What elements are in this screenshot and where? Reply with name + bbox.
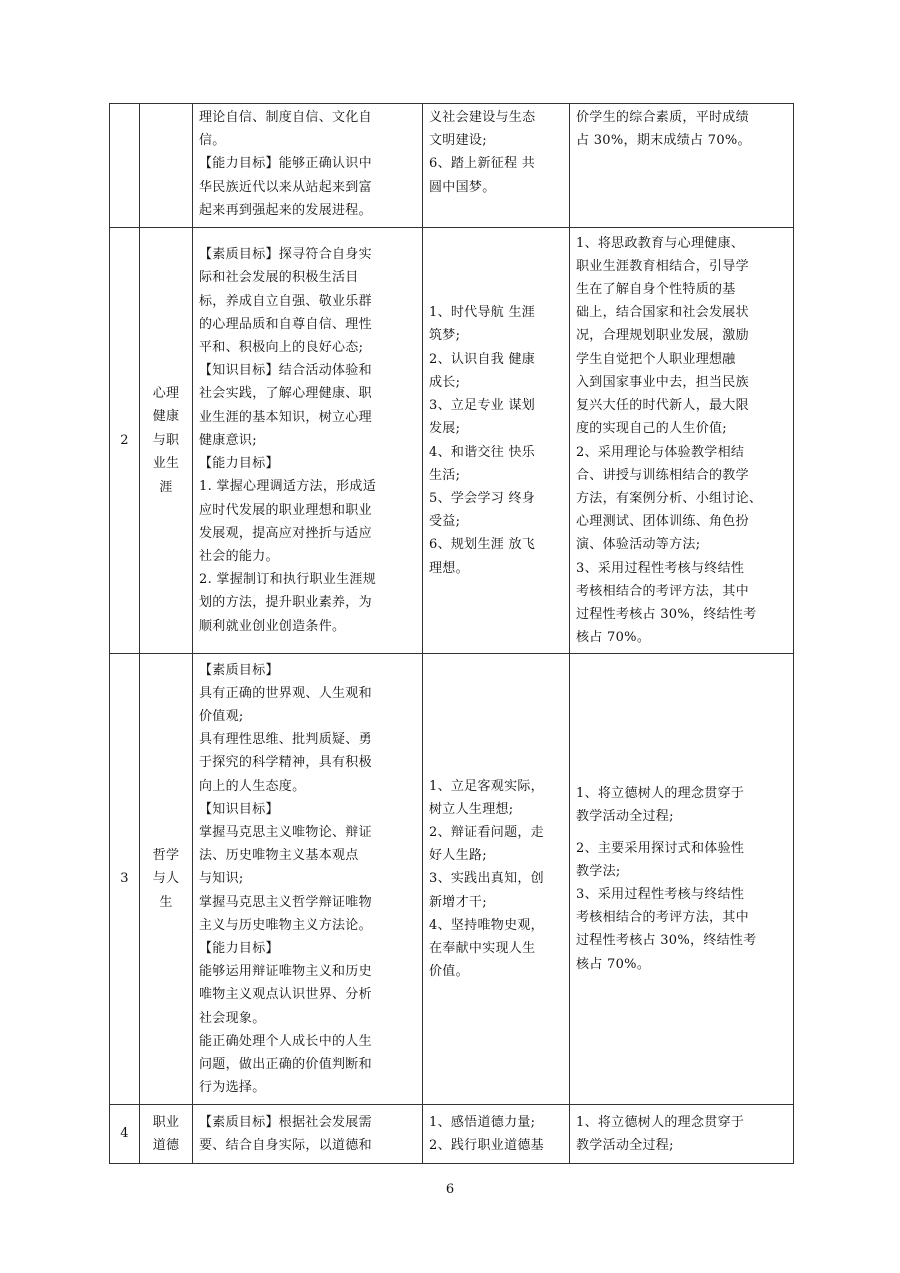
method-cell xyxy=(570,228,794,654)
text-line: 3、采用过程性考核与终结性 xyxy=(576,560,745,576)
text-line: 【知识目标】 xyxy=(199,801,279,817)
text-line: 际和社会发展的积极生活目 xyxy=(199,270,359,286)
text-line: 考核相结合的考评方法，其中 xyxy=(576,910,749,926)
row-number: 2 xyxy=(110,228,140,654)
text-line: 健康意识; xyxy=(199,432,257,448)
text-line: 3、采用过程性考核与终结性 xyxy=(576,887,745,902)
text-line: 1. 掌握心理调适方法，形成适 xyxy=(199,479,377,495)
text-line: 行为选择。 xyxy=(199,1080,266,1096)
goals-cell xyxy=(193,228,423,654)
text-line: 心理 xyxy=(152,385,180,401)
text-line: 过程性考核占 30%，终结性考 xyxy=(576,933,757,949)
text-line: 5、学会学习 终身 xyxy=(429,490,536,506)
text-line: 教学活动全过程; xyxy=(576,809,674,825)
text-line: 唯物主义观点认识世界、分析 xyxy=(199,987,372,1003)
goals-cell xyxy=(193,654,423,1105)
text-line: 涯 xyxy=(159,479,173,495)
text-line: 平和、积极向上的良好心态; xyxy=(199,340,364,356)
text-line: 生活; xyxy=(429,467,461,483)
text-line: 6、踏上新征程 共 xyxy=(429,156,536,172)
text-line: 心理测试、团体训练、角色扮 xyxy=(576,514,749,530)
text-line: 法、历史唯物主义基本观点 xyxy=(199,848,359,864)
text-line: 与知识; xyxy=(199,871,244,887)
text-line: 学生自觉把个人职业理想融 xyxy=(576,351,736,367)
text-line: 6、规划生涯 放飞 xyxy=(429,537,536,553)
text-line: 道德 xyxy=(152,1138,180,1153)
text-line: 价值观; xyxy=(199,708,244,724)
course-name xyxy=(140,104,193,228)
text-line: 1、将立德树人的理念贯穿于 xyxy=(576,786,745,802)
text-line: 【能力目标】 xyxy=(199,456,279,472)
text-line: 业生涯的基本知识，树立心理 xyxy=(199,409,372,425)
text-line: 4、坚持唯物史观， xyxy=(429,917,544,933)
text-line: 复兴大任的时代新人，最大限 xyxy=(576,398,749,414)
content-cell xyxy=(423,104,570,228)
text-line: 业生 xyxy=(152,456,180,472)
goals-cell xyxy=(193,1105,423,1164)
text-line: 受益; xyxy=(429,514,461,530)
row-number xyxy=(110,104,140,228)
text-line: 价值。 xyxy=(429,964,469,980)
text-line: 发展观，提高应对挫折与适应 xyxy=(199,525,372,541)
text-line: 社会的能力。 xyxy=(199,548,279,564)
text-line: 生 xyxy=(159,894,173,910)
table-row xyxy=(110,1105,794,1164)
text-line: 过程性考核占 30%，终结性考 xyxy=(576,606,757,622)
course-name xyxy=(140,654,193,1105)
text-line: 4、和谐交往 快乐 xyxy=(429,444,536,460)
text-line: 职业 xyxy=(152,1114,180,1130)
text-line: 础上，结合国家和社会发展状 xyxy=(576,305,749,321)
text-line: 要、结合自身实际，以道德和 xyxy=(199,1138,372,1153)
page-number: 6 xyxy=(445,1182,455,1197)
text-line: 义社会建设与生态 xyxy=(429,110,536,125)
row-number: 3 xyxy=(110,654,140,1105)
text-line: 哲学 xyxy=(152,847,180,863)
text-line: 主义与历史唯物主义方法论。 xyxy=(199,917,372,933)
text-line: 方法，有案例分析、小组讨论、 xyxy=(576,490,763,506)
text-line: 能够运用辩证唯物主义和历史 xyxy=(199,964,372,980)
text-line: 教学法; xyxy=(576,863,621,879)
text-line: 核占 70%。 xyxy=(576,630,651,646)
text-line: 筑梦; xyxy=(429,328,461,344)
text-line: 教学活动全过程; xyxy=(576,1138,674,1153)
text-line: 起来再到强起来的发展进程。 xyxy=(199,202,372,218)
text-line: 2、辩证看问题，走 xyxy=(429,824,544,840)
text-line: 能正确处理个人成长中的人生 xyxy=(199,1033,372,1049)
text-line: 健康 xyxy=(152,409,180,425)
text-line: 与职 xyxy=(152,432,180,448)
goals-cell xyxy=(193,104,423,228)
text-line: 掌握马克思主义唯物论、辩证 xyxy=(199,824,372,840)
text-line: 1、将思政教育与心理健康、 xyxy=(576,235,745,251)
text-line: 【知识目标】结合活动体验和 xyxy=(199,363,372,379)
text-line: 具有正确的世界观、人生观和 xyxy=(199,685,372,701)
text-line: 1、立足客观实际， xyxy=(429,778,544,794)
text-line: 社会实践，了解心理健康、职 xyxy=(199,386,372,402)
text-line: 向上的人生态度。 xyxy=(199,778,306,794)
table-row xyxy=(110,228,794,654)
text-line: 演、体验活动等方法; xyxy=(576,537,701,553)
text-line: 度的实现自己的人生价值; xyxy=(576,421,727,437)
paragraph-gap xyxy=(576,829,788,837)
text-line: 在奉献中实现人生 xyxy=(429,941,536,956)
text-line: 问题，做出正确的价值判断和 xyxy=(199,1057,372,1073)
table-row xyxy=(110,654,794,1105)
text-line: 2、采用理论与体验教学相结 xyxy=(576,444,745,460)
text-line: 职业生涯教育相结合，引导学 xyxy=(576,258,749,274)
text-line: 考核相结合的考评方法，其中 xyxy=(576,583,749,599)
text-line: 掌握马克思主义哲学辩证唯物 xyxy=(199,894,372,910)
text-line: 占 30%，期末成绩占 70%。 xyxy=(576,133,751,149)
text-line: 文明建设; xyxy=(429,133,487,149)
text-line: 标，养成自立自强、敬业乐群 xyxy=(199,293,372,309)
text-line: 1、感悟道德力量; xyxy=(429,1114,536,1130)
text-line: 于探究的科学精神，具有积极 xyxy=(199,755,372,771)
method-cell xyxy=(570,1105,794,1164)
table-row xyxy=(110,104,794,228)
text-line: 理论自信、制度自信、文化自 xyxy=(199,110,372,125)
text-line: 价学生的综合素质，平时成绩 xyxy=(576,110,749,125)
course-name xyxy=(140,228,193,654)
text-line: 划的方法，提升职业素养，为 xyxy=(199,595,372,611)
text-line: 【能力目标】 xyxy=(199,941,279,956)
text-line: 生在了解自身个性特质的基 xyxy=(576,282,736,298)
text-line: 合、讲授与训练相结合的教学 xyxy=(576,467,749,483)
text-line: 华民族近代以来从站起来到富 xyxy=(199,179,372,195)
text-line: 理想。 xyxy=(429,560,469,576)
method-cell xyxy=(570,654,794,1105)
text-line: 与人 xyxy=(152,871,180,887)
course-name xyxy=(140,1105,193,1164)
text-line: 核占 70%。 xyxy=(576,956,651,972)
text-line: 1、时代导航 生涯 xyxy=(429,305,536,321)
text-line: 好人生路; xyxy=(429,848,487,864)
text-line: 的心理品质和自尊自信、理性 xyxy=(199,316,372,332)
text-line: 树立人生理想; xyxy=(429,801,514,817)
text-line: 发展; xyxy=(429,421,461,437)
text-line: 3、实践出真知，创 xyxy=(429,871,544,887)
text-line: 2、践行职业道德基 xyxy=(429,1138,544,1153)
content-cell xyxy=(423,228,570,654)
text-line: 信。 xyxy=(199,133,226,149)
text-line: 况，合理规划职业发展，激励 xyxy=(576,328,749,344)
text-line: 社会现象。 xyxy=(199,1010,266,1026)
text-line: 成长; xyxy=(429,374,461,390)
content-cell xyxy=(423,1105,570,1164)
text-line: 【素质目标】 xyxy=(199,662,279,678)
text-line: 2、主要采用探讨式和体验性 xyxy=(576,840,745,856)
text-line: 圆中国梦。 xyxy=(429,179,496,195)
text-line: 新增才干; xyxy=(429,894,487,910)
content-cell xyxy=(423,654,570,1105)
text-line: 应时代发展的职业理想和职业 xyxy=(199,502,372,518)
text-line: 1、将立德树人的理念贯穿于 xyxy=(576,1114,745,1130)
row-number: 4 xyxy=(110,1105,140,1164)
curriculum-table xyxy=(109,103,794,1164)
text-line: 3、立足专业 谋划 xyxy=(429,398,536,414)
text-line: 2、认识自我 健康 xyxy=(429,351,536,367)
text-line: 入到国家事业中去，担当民族 xyxy=(576,374,749,390)
text-line: 【素质目标】探寻符合自身实 xyxy=(199,247,372,263)
text-line: 顺利就业创业创造条件。 xyxy=(199,618,346,634)
text-line: 具有理性思维、批判质疑、勇 xyxy=(199,732,372,748)
text-line: 【能力目标】能够正确认识中 xyxy=(199,156,372,172)
method-cell xyxy=(570,104,794,228)
text-line: 2. 掌握制订和执行职业生涯规 xyxy=(199,572,377,588)
text-line: 【素质目标】根据社会发展需 xyxy=(199,1114,372,1130)
